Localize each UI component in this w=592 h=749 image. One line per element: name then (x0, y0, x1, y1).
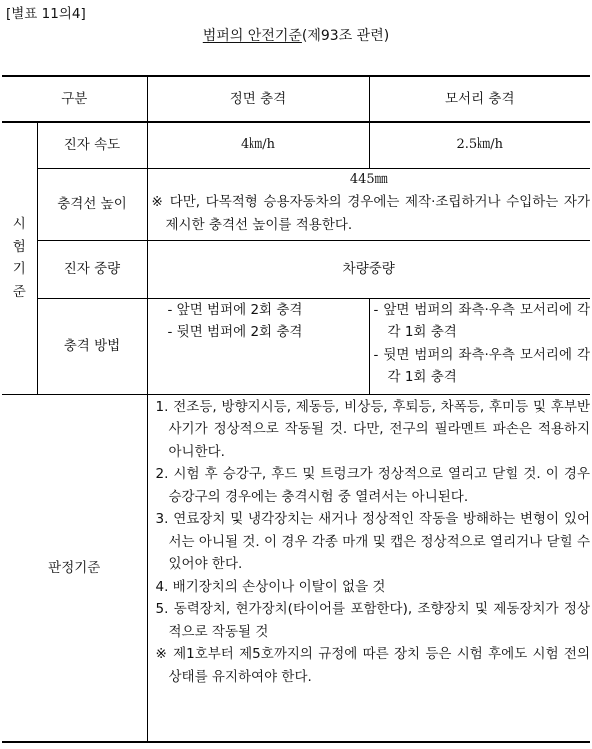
judgment-label: 판정기준 (2, 394, 147, 742)
test-criteria-char: 준 (12, 283, 26, 300)
method-corner-cell (369, 298, 590, 394)
header-category: 구분 (2, 76, 147, 122)
document-title (0, 25, 592, 45)
row-impact-method (2, 298, 590, 394)
method-front-cell (147, 298, 369, 394)
method-corner-item: - 앞면 범퍼의 좌측·우측 모서리에 각각 1회 충격 (373, 301, 590, 340)
method-corner-item: - 뒷면 범퍼의 좌측·우측 모서리에 각각 1회 충격 (373, 346, 590, 385)
row-impact-height (2, 168, 590, 240)
judgment-item: 1. 전조등, 방향지시등, 제동등, 비상등, 후퇴등, 차폭등, 후미등 및 후부반사기가 정상적으로 작동될 것. 다만, 전구의 필라멘트 파손은 적용하지 아니한다. (155, 398, 590, 460)
judgment-item: 2. 시험 후 승강구, 후드 및 트렁크가 정상적으로 열리고 닫힐 것. 이 경우 승강구의 경우에는 충격시험 중 열려서는 아니된다. (155, 466, 590, 505)
method-label: 충격 방법 (37, 298, 147, 394)
header-row (2, 76, 590, 122)
judgment-note: ※ 제1호부터 제5호까지의 규정에 따른 장치 등은 시험 후에도 시험 전의 상태를 유지하여야 한다. (155, 646, 590, 685)
judgment-item: 3. 연료장치 및 냉각장치는 새거나 정상적인 작동을 방해하는 변형이 있어서는 아니될 것. 이 경우 각종 마개 및 캡은 정상적으로 열리거나 닫힐 수 있어야 한다. (155, 511, 590, 572)
speed-front-value: 4㎞/h (147, 122, 369, 168)
test-criteria-char: 시 (12, 216, 26, 233)
speed-corner-value: 2.5㎞/h (369, 122, 590, 168)
weight-value: 차량중량 (147, 240, 590, 298)
method-front-item: - 앞면 범퍼에 2회 충격 (167, 301, 303, 318)
height-label: 충격선 높이 (37, 168, 147, 240)
title-main: 범퍼의 안전기준 (202, 28, 302, 44)
appendix-label: [별표 11의4] (6, 6, 86, 22)
test-criteria-char: 험 (12, 238, 26, 255)
weight-label: 진자 중량 (37, 240, 147, 298)
test-criteria-label (2, 122, 37, 394)
height-value: 445㎜ (349, 171, 388, 187)
header-front-impact: 정면 충격 (147, 76, 369, 122)
standards-table (2, 75, 590, 743)
judgment-cell (147, 394, 590, 742)
height-value-cell (147, 168, 590, 240)
method-front-item: - 뒷면 범퍼에 2회 충격 (167, 324, 303, 340)
judgment-item: 4. 배기장치의 손상이나 이탈이 없을 것 (155, 578, 386, 595)
header-corner-impact: 모서리 충격 (369, 76, 590, 122)
row-pendulum-weight (2, 240, 590, 298)
test-criteria-char: 기 (12, 261, 26, 278)
title-suffix: (제93조 관련) (301, 28, 390, 44)
judgment-item: 5. 동력장치, 현가장치(타이어를 포함한다), 조향장치 및 제동장치가 정상적으로 작동될 것 (155, 601, 590, 640)
row-pendulum-speed (2, 122, 590, 168)
speed-label: 진자 속도 (37, 122, 147, 168)
row-judgment (2, 394, 590, 742)
height-note: ※ 다만, 다목적형 승용자동차의 경우에는 제작·조립하거나 수입하는 자가 제시한 충격선 높이를 적용한다. (151, 194, 590, 233)
